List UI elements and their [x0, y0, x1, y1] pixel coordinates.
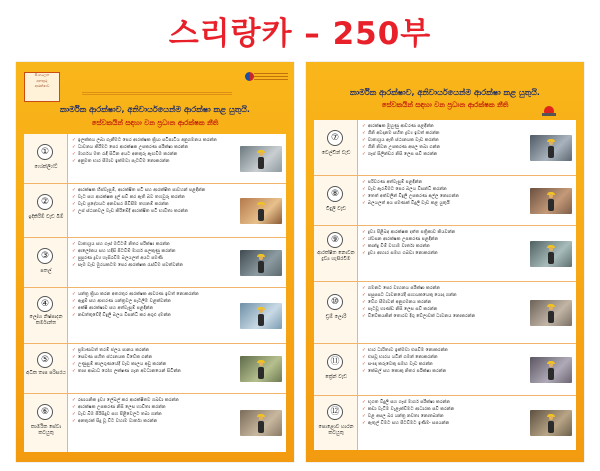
- row-rules: [362, 399, 526, 448]
- rule-item: ✓ ගමනට පෙර වාහනය පරීක්ෂා කරන්න: [362, 286, 440, 291]
- row-illustration: [240, 146, 282, 172]
- rule-item: ✓ වාතාශ්‍රය සහ ගෑස් මට්ටම් නිතර පරීක්ෂා කරන්න: [72, 242, 170, 247]
- row-rules: [72, 187, 236, 235]
- row-label: ඩ්‍රම් ලොරි: [325, 314, 347, 320]
- rule-item: ✓ ආරක්ෂක උපකරණ නිසි ලෙස භාවිතා කරන්න: [72, 405, 166, 410]
- row-rules: [72, 347, 236, 391]
- table-row: [24, 184, 286, 238]
- row-illustration: [240, 303, 282, 329]
- rule-item: ✓ පැටවූ භාණ්ඩ නිසි ලෙස සවි කරන්න: [362, 307, 438, 312]
- rule-item: ✓ ගෑස් සිලින්ඩර නිසි ලෙස සවි කරන්න: [362, 152, 438, 157]
- poster-subheading: සේවකයින් සඳහා වන ප්‍රධාන ආරක්ෂක නීති: [91, 119, 219, 127]
- row-label: ක්‍රේන් වැඩ: [325, 374, 347, 380]
- table-row: [314, 176, 576, 226]
- row-rules: [362, 229, 526, 279]
- row-rules: [72, 291, 236, 341]
- row-illustration: [530, 410, 572, 436]
- rule-item: ✓ ශ්වසන ආරක්ෂක උපකරණ පළඳින්න: [362, 237, 439, 242]
- rule-item: ✓ ගිනි නිවන උපකරණ අසල තබා ගන්න: [362, 145, 441, 150]
- rule-item: ✓ ගිනි අවදානම සහිත ද්‍රව්‍ය ඉවත් කරන්න: [362, 131, 440, 136]
- row-label-cell: [314, 396, 358, 450]
- rule-item: ✓ කාන්දු වීම් වහාම වාර්තා කරන්න: [362, 244, 430, 249]
- row-rules: [362, 179, 526, 223]
- rule-item: ✓ විවේකයකින් තොරව දිගු වේලාවක් ධාවනය නොකරන්න: [362, 314, 476, 319]
- row-number: ③: [37, 248, 53, 264]
- rule-item: ✓ උණුසුම් කාලගුණයේදී වැඩ කාලය අඩු කරන්න: [72, 362, 167, 367]
- rule-item: ✓ සෑම වැඩ මුරයකටම පෙර ආරක්ෂක රැස්වීම පවත්වන්න: [72, 263, 184, 268]
- row-rules: [362, 123, 526, 173]
- poster-right: [306, 62, 584, 462]
- rule-item: ✓ පුපුරණ ද්‍රව්‍ය හැසිරවීම බලයලත් අයට පමණි: [72, 256, 163, 261]
- row-illustration: [240, 410, 282, 436]
- row-rules: [72, 137, 236, 181]
- rule-item: ✓ වැඩ බිම පිරිසිදුව සහ පිළිවෙලට තබා ගන්න: [72, 412, 162, 417]
- poster-heading: කාර්මික ආරක්ෂාව, අනිවාර්යයෙන්ම ආරක්ෂා කළ යුතුයි.: [60, 105, 250, 114]
- rule-item: ✓ ද්‍රව්‍ය පිළිබඳ ආරක්ෂක දත්ත පත්‍රිකාව කියවන්න: [362, 230, 456, 235]
- row-label: පොළොව හාරන කටයුතු: [318, 424, 354, 436]
- page-title: 스리랑카 – 250부: [168, 16, 432, 52]
- rule-item: ✓ තෙත් අත්වලින් විදුලි උපකරණ අල්ල නොගන්න: [362, 194, 459, 199]
- row-illustration: [530, 300, 572, 326]
- tag-line: අනතුරු: [36, 78, 48, 83]
- rule-item: ✓ කඩා වැටීම වැළැක්වීමට ආධාරක සවි කරන්න: [362, 407, 455, 412]
- table-row: [24, 394, 286, 452]
- rule-item: ✓ ආලෝකය සහ හදිසි පිටවීම් මාර්ග සලකුණු කරන්න: [72, 249, 176, 254]
- tag-line: ආරක්ෂාව: [34, 84, 50, 88]
- table-row: [314, 344, 576, 396]
- row-number: ⑫: [327, 404, 343, 420]
- row-illustration: [240, 198, 282, 224]
- row-rules: [72, 397, 236, 450]
- rule-item: ✓ තාප ආබාධ රෝග ලක්ෂණ ගැන අවධානයෙන් සිටින්න: [72, 369, 181, 374]
- row-label-cell: [314, 282, 358, 343]
- rule-item: ✓ පසුපසට ධාවනයේදී සහායකයෙකු යොදා ගන්න: [362, 293, 457, 298]
- table-row: [24, 238, 286, 288]
- poster-heading: කාර්මික ආරක්ෂාව, අනිවාර්යයෙන්ම ආරක්ෂා කළ යුතුයි.: [350, 88, 540, 97]
- rule-item: ✓ සංඥා කරුවෙකු සමඟ වැඩ කරන්න: [362, 362, 433, 367]
- row-illustration: [530, 135, 572, 161]
- row-label: ලෝහ නිෂ්පාදන කර්මාන්ත: [29, 314, 63, 326]
- rule-item: ✓ ඇඳුම් සහ ආභරණ යන්ත්‍රවල පැටලීම වළක්වන්න: [72, 299, 171, 304]
- rule-item: ✓ කේබල් සහ කොකු නිතර පරීක්ෂා කරන්න: [362, 369, 447, 374]
- row-label: ෆෝක්ලිෆ්ට්: [34, 164, 58, 170]
- rule-item: ✓ වැඩ ප්‍රදේශයට අනවසර පිවිසීම තහනම් කරන්න: [72, 202, 169, 207]
- rule-item: ✓ ධාවනය කිරීමට පෙර ආරක්ෂක උපකරණ පරීක්ෂා කරන්න: [72, 145, 189, 150]
- row-number: ②: [37, 194, 53, 210]
- row-label: ආරක්ෂිත නොවන ද්‍රව්‍ය හැසිරවීම: [317, 250, 355, 262]
- rule-item: ✓ එසවූ භාරය යටින් ගමන් නොකරන්න: [362, 355, 438, 360]
- rule-item: ✓ භාර ධාරිතාව ඉක්මවා එසවීම නොකරන්න: [362, 348, 448, 353]
- row-label-cell: [314, 226, 358, 281]
- rule-item: ✓ වළ අසල බර යන්ත්‍ර නවතා නොතබන්න: [362, 414, 444, 419]
- row-label-cell: [24, 134, 68, 183]
- row-illustration: [530, 357, 572, 383]
- row-number: ④: [37, 296, 53, 312]
- row-label-cell: [24, 288, 68, 343]
- table-row: [314, 226, 576, 282]
- rule-item: ✓ වැඩ ඇරඹීමට පෙර බලය විසන්ධි කරන්න: [362, 187, 447, 192]
- row-label: පතල්: [40, 268, 52, 274]
- poster-left: [16, 62, 294, 462]
- rule-item: ✓ නඩත්තුවේදී විදුලි බලය විසන්ධි කර අගුළු දමන්න: [72, 313, 171, 318]
- rule-item: ✓ ද්‍රව්‍ය ආහාර සමඟ ගබඩා නොකරන්න: [362, 251, 438, 256]
- row-label-cell: [24, 344, 68, 393]
- row-number: ①: [37, 144, 53, 160]
- tag-line: සිංහලෙන: [34, 73, 50, 77]
- row-illustration: [530, 241, 572, 267]
- row-rules: [72, 241, 236, 285]
- rule-item: ✓ අනුමත භාර සීමාව ඉක්මවා පැටවීම නොකරන්න: [72, 159, 170, 164]
- row-number: ⑩: [327, 294, 343, 310]
- rule-item: ✓ රසායනික ද්‍රව්‍ය ලේබල් කර ආරක්ෂිතව ගබඩා කරන්න: [72, 398, 179, 403]
- row-label-cell: [24, 394, 68, 452]
- table-row: [314, 120, 576, 176]
- header-fine-print: [82, 92, 232, 95]
- row-label: ඉදිකිරීම් වැඩ බිම්: [28, 214, 64, 220]
- rule-item: ✓ ප්‍රමාණවත් තරම් ජලය පානය කරන්න: [72, 348, 150, 353]
- rule-item: ✓ වැට සහ ආරක්ෂක දැල් සවි කර ඇති බව තහවුරු කරන්න: [72, 195, 185, 200]
- table-row: [314, 282, 576, 344]
- agency-text-lines: [254, 73, 288, 82]
- row-label-cell: [24, 238, 68, 287]
- row-label: විදුලි වැඩ: [326, 206, 346, 212]
- row-label: අධික තාප පරිසරය: [26, 370, 66, 376]
- rule-item: ✓ වාතාශ්‍රය ඇති ස්ථානයක වැඩ කරන්න: [362, 138, 439, 143]
- row-number: ⑧: [327, 186, 343, 202]
- rule-item: ✓ යන්ත්‍ර ක්‍රියා කරන අතරතුර ආරක්ෂක ආවරණ ඉවත් නොකරන්න: [72, 292, 199, 297]
- rule-item: ✓ මාර්ගය මත රැඳී සිටින අයට අනතුරු ඇඟවීම කරන්න: [72, 152, 178, 157]
- row-label: කාර්මික සේවා කටයුතු: [30, 424, 62, 436]
- rule-item: ✓ ඉලක්කය ලබා ගැනීමට පෙර ආරක්ෂක ක්‍රියා පටිපාටිය අනුගමනය කරන්න: [72, 138, 217, 143]
- row-number: ⑦: [327, 130, 343, 146]
- row-label: වෙල්ඩින් වැඩ: [321, 150, 351, 156]
- row-rules: [362, 285, 526, 341]
- rule-item: ✓ සෙවණ සහිත ස්ථානයක විවේක ගන්න: [72, 355, 153, 360]
- table-row: [24, 134, 286, 184]
- row-illustration: [530, 188, 572, 214]
- row-rules: [362, 347, 526, 393]
- rule-item: ✓ ආරක්ෂක හිස්වැසුම්, ආරක්ෂිත පටි සහ ආරක්ෂිත පාවහන් පළඳින්න: [72, 188, 206, 193]
- rules-table: [24, 134, 286, 452]
- row-number: ⑨: [327, 232, 343, 248]
- poster-tag: [24, 72, 60, 102]
- row-label-cell: [24, 184, 68, 237]
- rule-item: ✓ භූගත විදුලි සහ ගෑස් මාර්ග පරීක්ෂා කරන්න: [362, 400, 450, 405]
- rule-item: ✓ ආරක්ෂක මුහුණු ආවරණ පළඳින්න: [362, 124, 434, 129]
- rule-item: ✓ අක්ෂි ආරක්ෂාව සහ අත්වැසුම් පළඳින්න: [72, 306, 154, 311]
- rules-table: [314, 120, 576, 450]
- row-number: ⑪: [327, 354, 343, 370]
- siren-icon: [542, 106, 556, 116]
- rule-item: ✓ උස් ස්ථානවල වැඩ කිරීමේදී ආරක්ෂිත පටි භාවිතා කරන්න: [72, 209, 188, 214]
- rule-item: ✓ බලයලත් අය පමණක් විදුලි වැඩ කළ යුතුයි: [362, 201, 450, 206]
- row-number: ⑥: [37, 404, 53, 420]
- table-row: [24, 288, 286, 344]
- rule-item: ✓ වේග සීමාවන් අනුගමනය කරන්න: [362, 300, 432, 305]
- row-number: ⑤: [37, 352, 53, 368]
- rule-item: ✓ අනතුරක් සිදු වූ විට වහාම වාර්තා කරන්න: [72, 419, 158, 424]
- row-label-cell: [314, 120, 358, 175]
- rule-item: ✓ ඇතුල් වීමට සහ පිටවීමට ඉණිමං සපයන්න: [362, 421, 450, 426]
- table-row: [24, 344, 286, 394]
- row-illustration: [240, 356, 282, 382]
- row-label-cell: [314, 344, 358, 395]
- row-illustration: [240, 250, 282, 276]
- emblem-icon: [245, 72, 254, 81]
- rule-item: ✓ පරිවරණ අත්වැසුම් පළඳින්න: [362, 180, 423, 185]
- poster-subheading: සේවකයින් සඳහා වන ප්‍රධාන ආරක්ෂක නීති: [381, 101, 509, 109]
- table-row: [314, 396, 576, 450]
- row-label-cell: [314, 176, 358, 225]
